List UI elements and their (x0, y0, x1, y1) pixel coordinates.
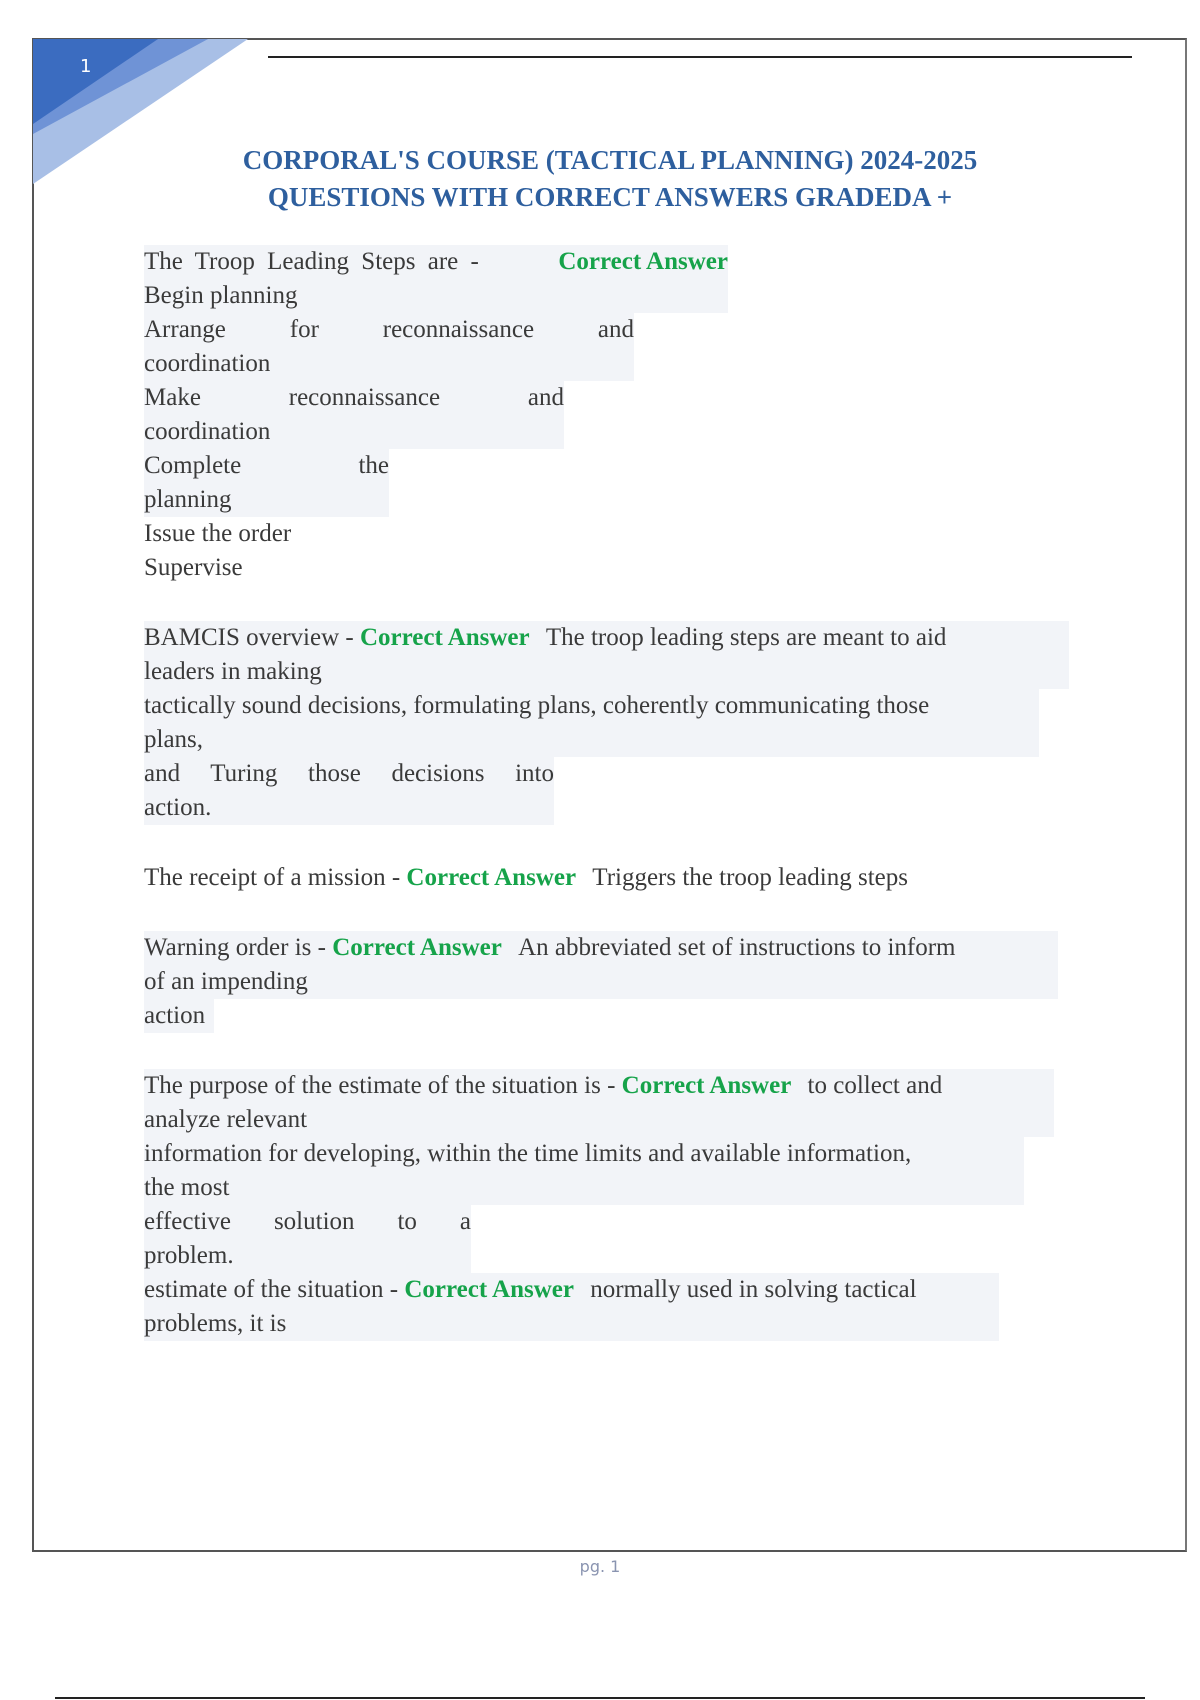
page-number-badge: 1 (80, 56, 92, 77)
answer-line: Arrange for reconnaissance and (144, 313, 634, 347)
answer-line: coordination (144, 415, 564, 449)
answer-line: Make reconnaissance and (144, 381, 564, 415)
answer-label: Correct Answer (332, 934, 502, 961)
answer-line: tactically sound decisions, formulating plans, coherently communicating those (144, 692, 930, 719)
answer-line: information for developing, within the time limits and available information, (144, 1140, 912, 1167)
qa-list (144, 245, 1074, 1377)
bottom-rule (55, 1697, 1145, 1699)
answer-label: Correct Answer (621, 1072, 792, 1099)
header-rule (268, 56, 1132, 58)
answer-line: coordination (144, 347, 634, 381)
answer-line: planning (144, 483, 389, 517)
answer-label: Correct Answer (406, 864, 577, 891)
answer-text: An abbreviated set of instructions to inform (518, 934, 956, 961)
question-text: The Troop Leading Steps are - (144, 248, 479, 275)
answer-line: Begin planning (144, 282, 298, 309)
answer-line: problems, it is (144, 1310, 287, 1337)
answer-label: Correct Answer (404, 1276, 574, 1303)
answer-line: the most (144, 1174, 230, 1201)
answer-line: leaders in making (144, 658, 322, 685)
answer-line: plans, (144, 726, 204, 753)
page-title (140, 142, 1080, 216)
answer-line: Supervise (144, 554, 243, 581)
answer-line: Issue the order (144, 520, 292, 547)
answer-line: action (144, 1002, 206, 1029)
qa-item (144, 1273, 1074, 1341)
answer-text: The troop leading steps are meant to aid (545, 624, 947, 651)
qa-item (144, 621, 1074, 825)
answer-line: effective solution to a (144, 1208, 471, 1235)
question-text: The purpose of the estimate of the situation is - (144, 1072, 616, 1099)
answer-line: Complete the (144, 449, 389, 483)
qa-item (144, 245, 1074, 585)
question-text: Warning order is - (144, 934, 326, 961)
title-line-2: QUESTIONS WITH CORRECT ANSWERS GRADEDA + (267, 182, 953, 212)
page-footer: pg. 1 (579, 1557, 621, 1576)
qa-item (144, 931, 1074, 1033)
answer-text: normally used in solving tactical (590, 1276, 917, 1303)
answer-line: and Turing those decisions into (144, 760, 554, 787)
answer-label: Correct Answer (558, 248, 728, 275)
answer-line: analyze relevant (144, 1106, 308, 1133)
qa-item (144, 1069, 1074, 1273)
answer-line: action. (144, 794, 212, 821)
answer-line: problem. (144, 1242, 234, 1269)
answer-label: Correct Answer (359, 624, 530, 651)
question-text: The receipt of a mission - (144, 864, 401, 891)
answer-line: of an impending (144, 968, 308, 995)
question-text: BAMCIS overview - (144, 624, 354, 651)
title-line-1: CORPORAL'S COURSE (TACTICAL PLANNING) 2024-2025 (242, 145, 978, 175)
question-text: estimate of the situation - (144, 1276, 399, 1303)
answer-text: Triggers the troop leading steps (592, 864, 909, 891)
answer-text: to collect and (807, 1072, 943, 1099)
qa-item (144, 861, 1074, 895)
